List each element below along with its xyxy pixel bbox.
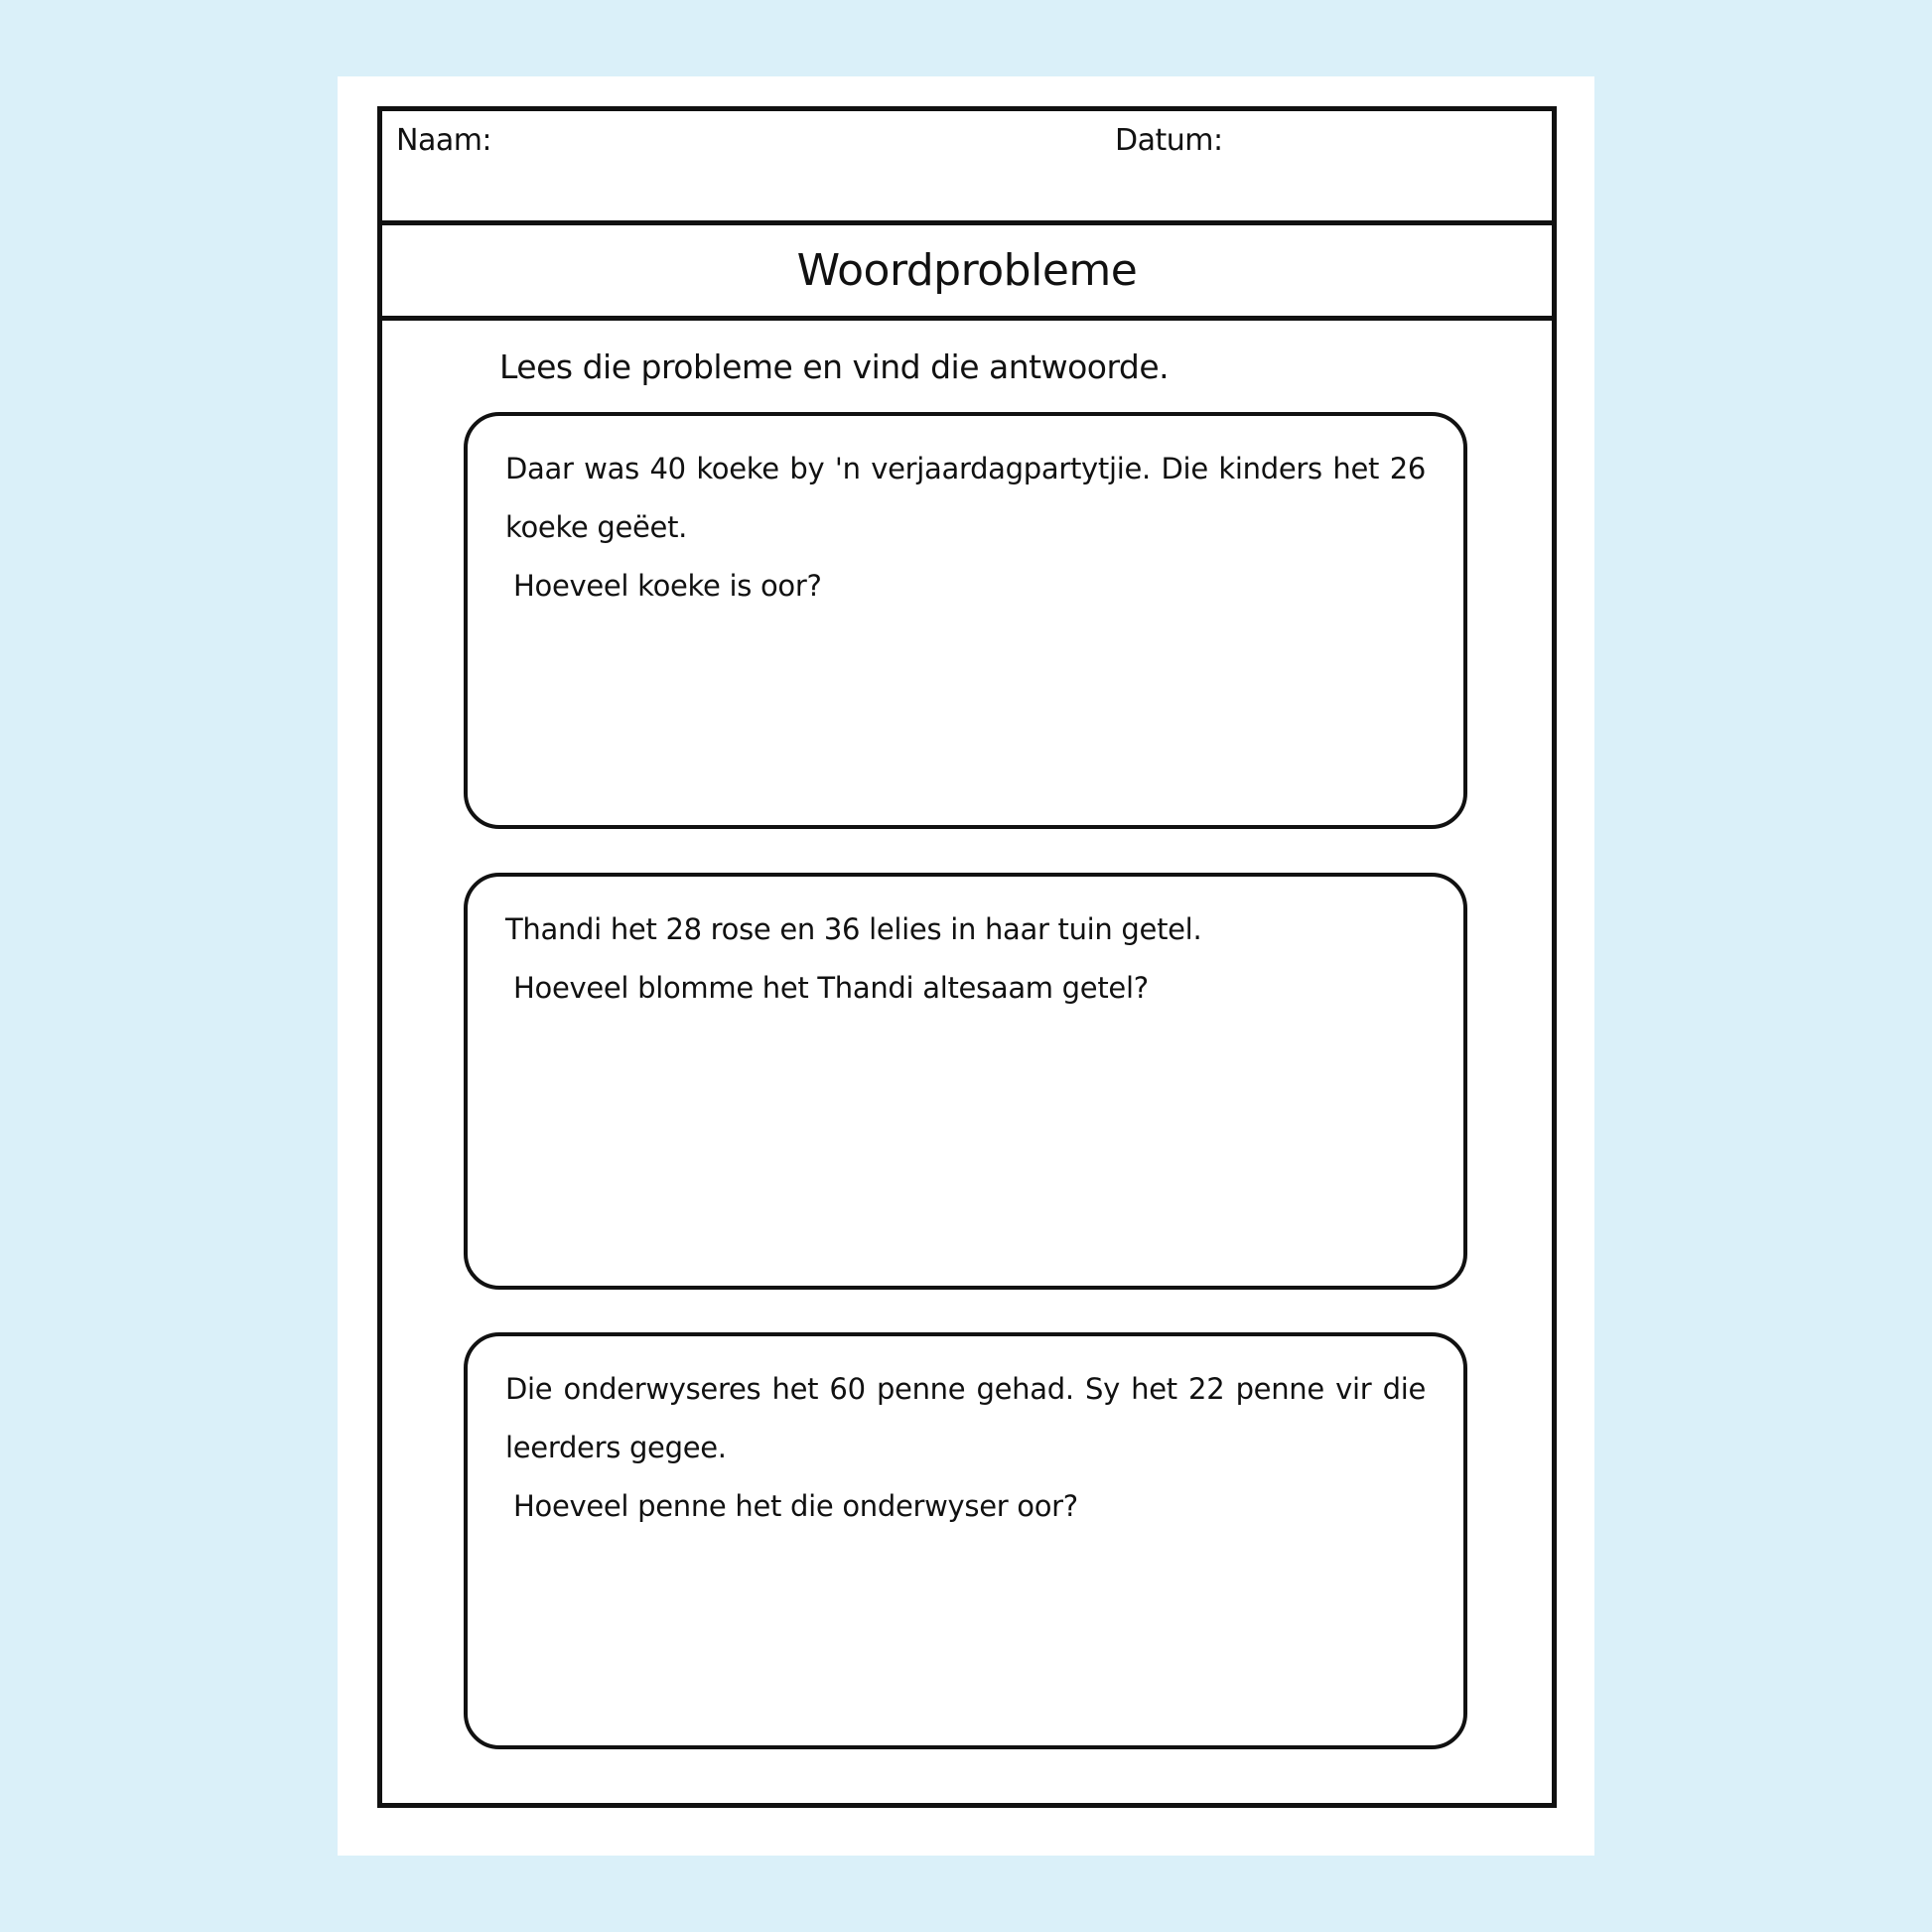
problem-box-1: [464, 412, 1467, 829]
date-label: Datum:: [1115, 123, 1223, 158]
name-label: Naam:: [396, 123, 492, 158]
problem-question: Hoeveel penne het die onderwyser oor?: [513, 1489, 1078, 1523]
name-date-row: [382, 111, 1552, 225]
problem-statement: Thandi het 28 rose en 36 lelies in haar tuin getel.: [505, 912, 1202, 946]
problem-statement: Daar was 40 koeke by 'n verjaardagpartytjie. Die kinders het 26 koeke geëet.: [505, 452, 1426, 544]
title-row: [382, 225, 1552, 321]
problem-statement: Die onderwyseres het 60 penne gehad. Sy het 22 penne vir die leerders gegee.: [505, 1372, 1426, 1464]
problem-question: Hoeveel koeke is oor?: [513, 569, 822, 603]
worksheet-frame: [377, 106, 1557, 1808]
problem-question: Hoeveel blomme het Thandi altesaam getel?: [513, 971, 1149, 1005]
instruction-text: Lees die probleme en vind die antwoorde.: [499, 347, 1170, 386]
worksheet-page: [338, 76, 1594, 1856]
problem-box-2: [464, 873, 1467, 1290]
problem-box-3: [464, 1332, 1467, 1749]
page-title: Woordprobleme: [796, 245, 1138, 296]
